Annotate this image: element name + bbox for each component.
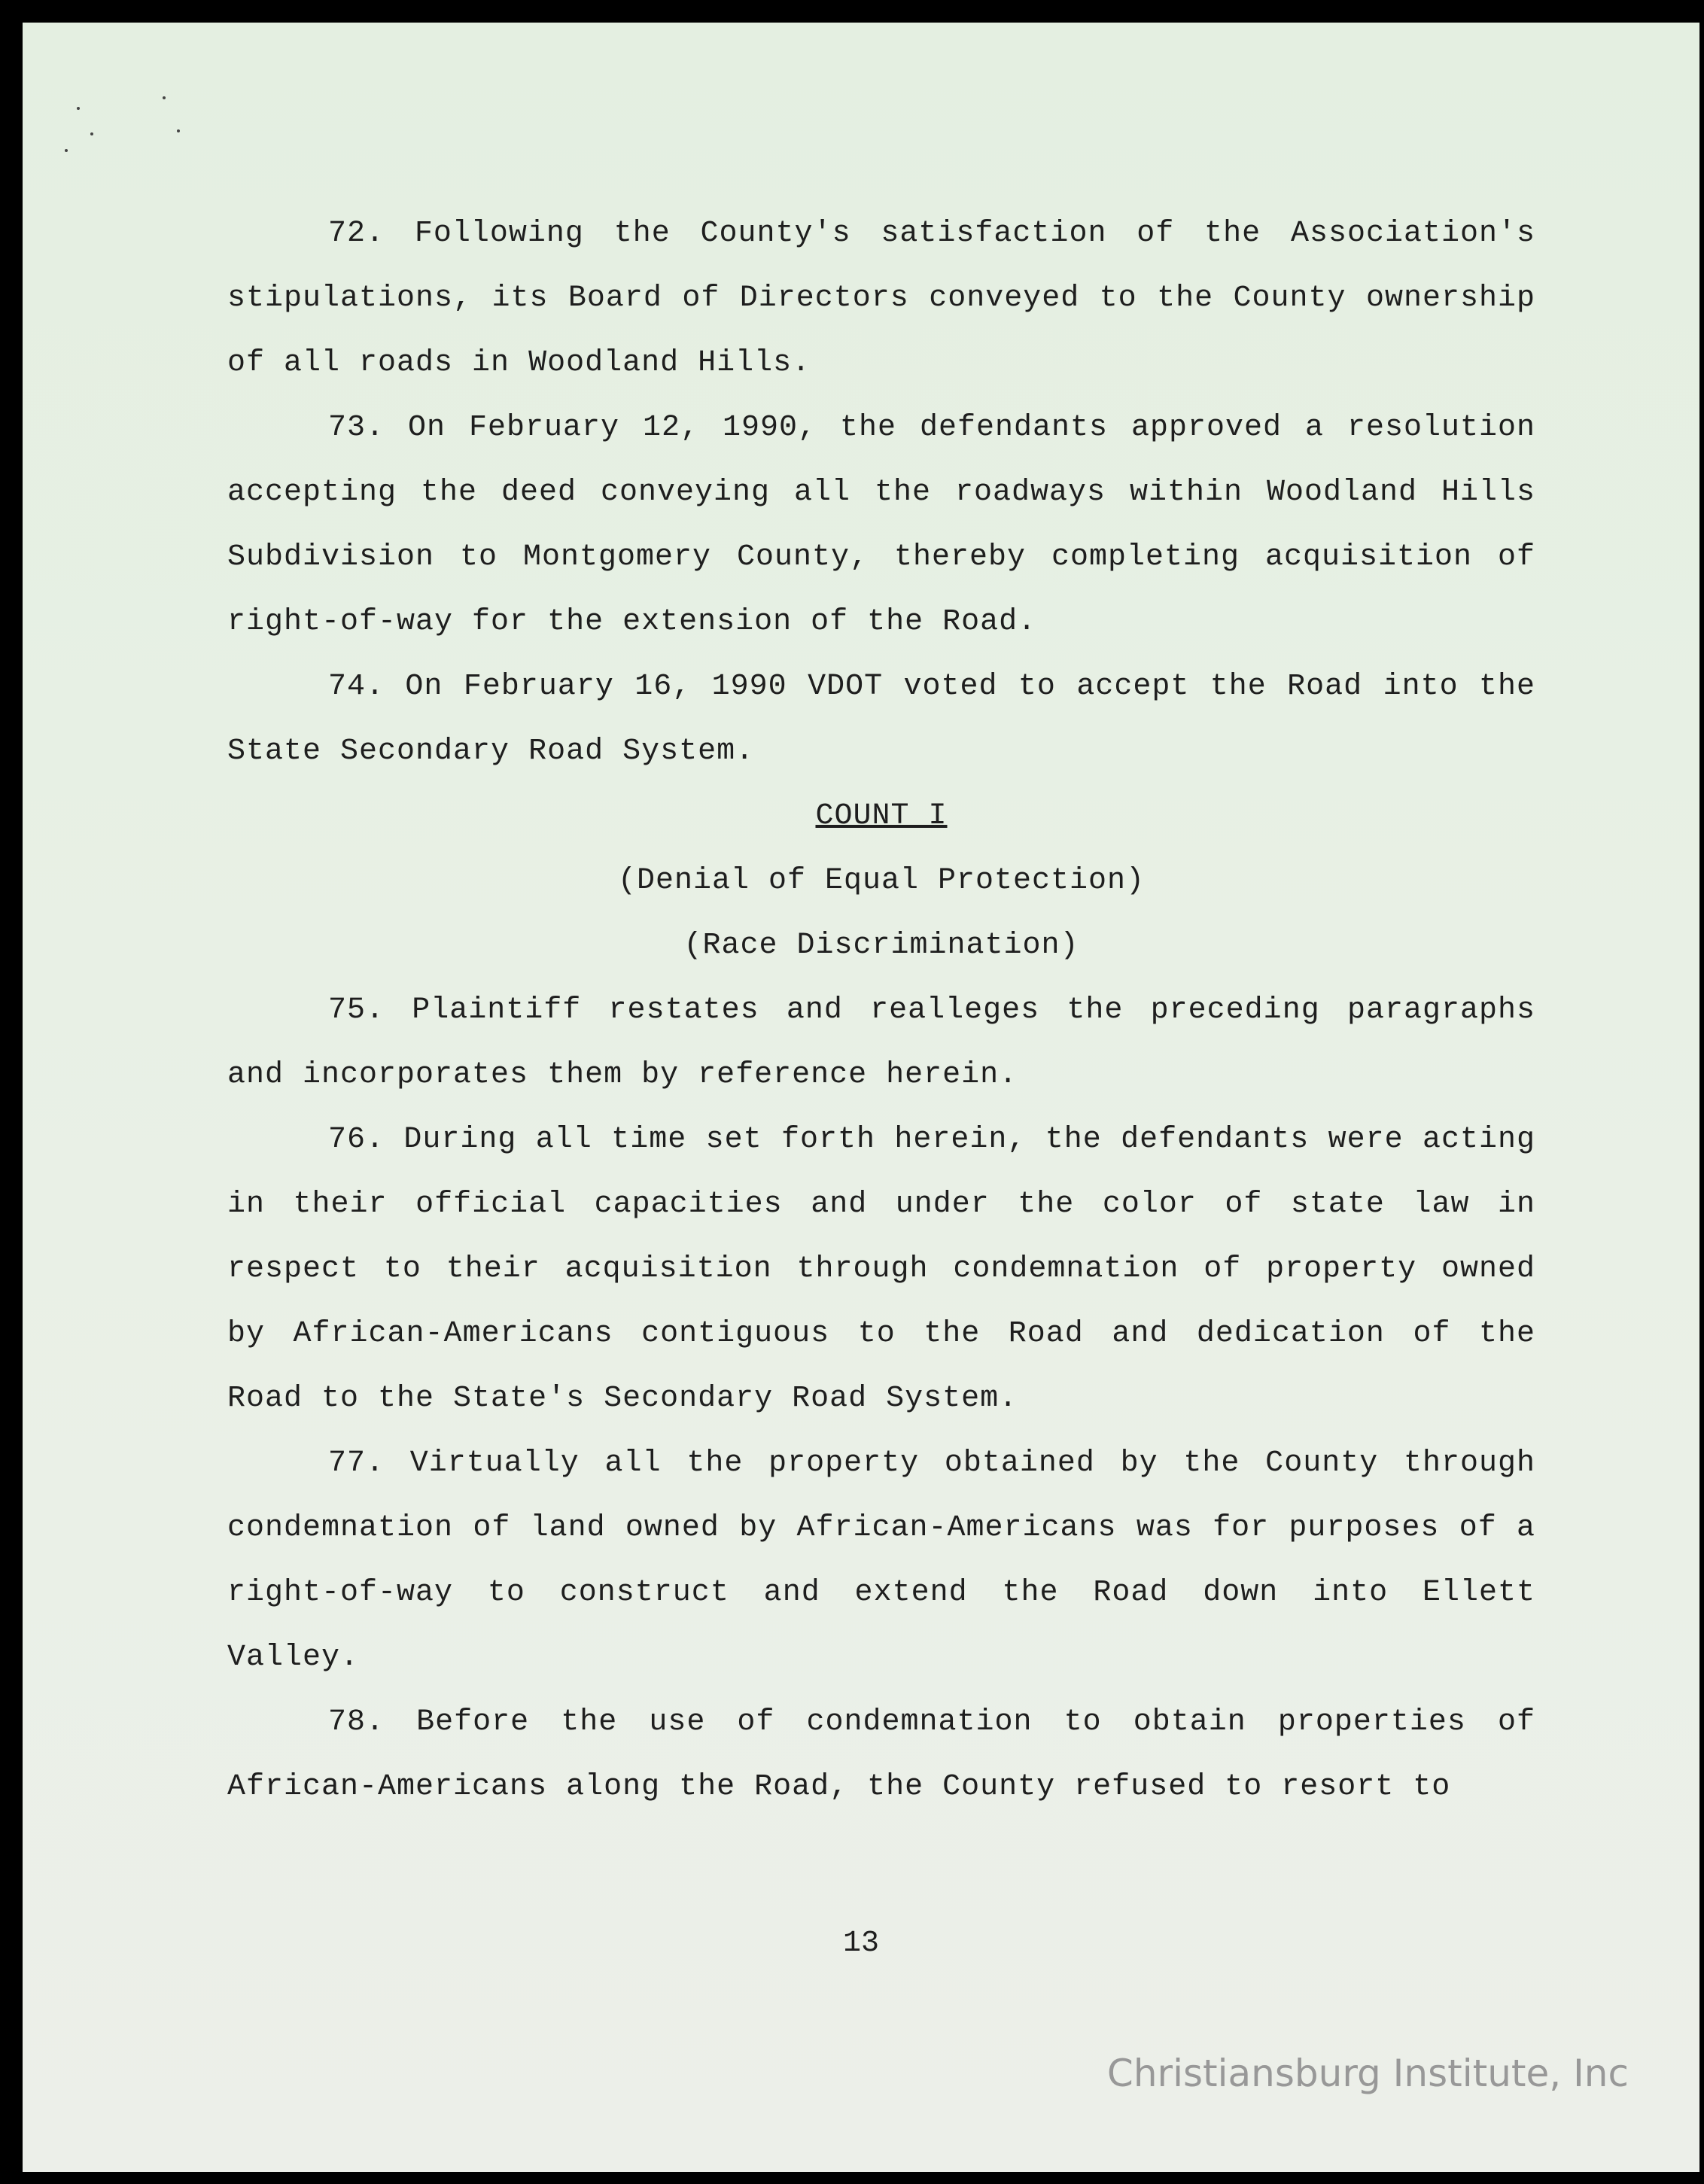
scan-speck — [90, 132, 93, 135]
count-heading — [227, 784, 1535, 849]
paragraph-73: 73. On February 12, 1990, the defendants approved a resolution accepting the deed conveying all the roadways within Woodland Hills Subdivision to Montgomery County, thereby completing acquisition of right-of-way for the extension of the Road. — [227, 411, 1535, 639]
count-subtitle-equal-protection: (Denial of Equal Protection) — [617, 864, 1146, 898]
count-title: COUNT I — [815, 799, 948, 833]
paragraph-72: 72. Following the County's satisfaction of the Association's stipulations, its Board of Directors conveyed to the County ownership of all roads in Woodland Hills. — [227, 217, 1535, 380]
paragraph-75: 75. Plaintiff restates and realleges the preceding paragraphs and incorporates them by reference herein. — [227, 993, 1535, 1092]
scan-speck — [65, 149, 68, 152]
count-subtitle-race-discrimination: (Race Discrimination) — [683, 929, 1079, 963]
document-body — [227, 202, 1535, 1820]
paragraph-77: 77. Virtually all the property obtained by the County through condemnation of land owned by African-Americans was for purposes of a right-of-way to construct and extend the Road down into Ellett Valley. — [227, 1446, 1535, 1675]
scan-speck — [163, 96, 166, 99]
paragraph-74: 74. On February 16, 1990 VDOT voted to accept the Road into the State Secondary Road System. — [227, 670, 1535, 768]
paragraph-76: 76. During all time set forth herein, the defendants were acting in their official capacities and under the color of state law in respect to their acquisition through condemnation of property owned by African-Americans contiguous to the Road and dedication of the Road to the State's Secondary Road System. — [227, 1123, 1535, 1416]
page-number: 13 — [842, 1927, 879, 1960]
document-page — [23, 23, 1699, 2172]
scan-speck — [77, 107, 80, 110]
paragraph-78: 78. Before the use of condemnation to obtain properties of African-Americans along the Road, the County refused to resort to — [227, 1705, 1535, 1804]
watermark: Christiansburg Institute, Inc — [1106, 2052, 1629, 2095]
scan-speck — [177, 129, 180, 132]
